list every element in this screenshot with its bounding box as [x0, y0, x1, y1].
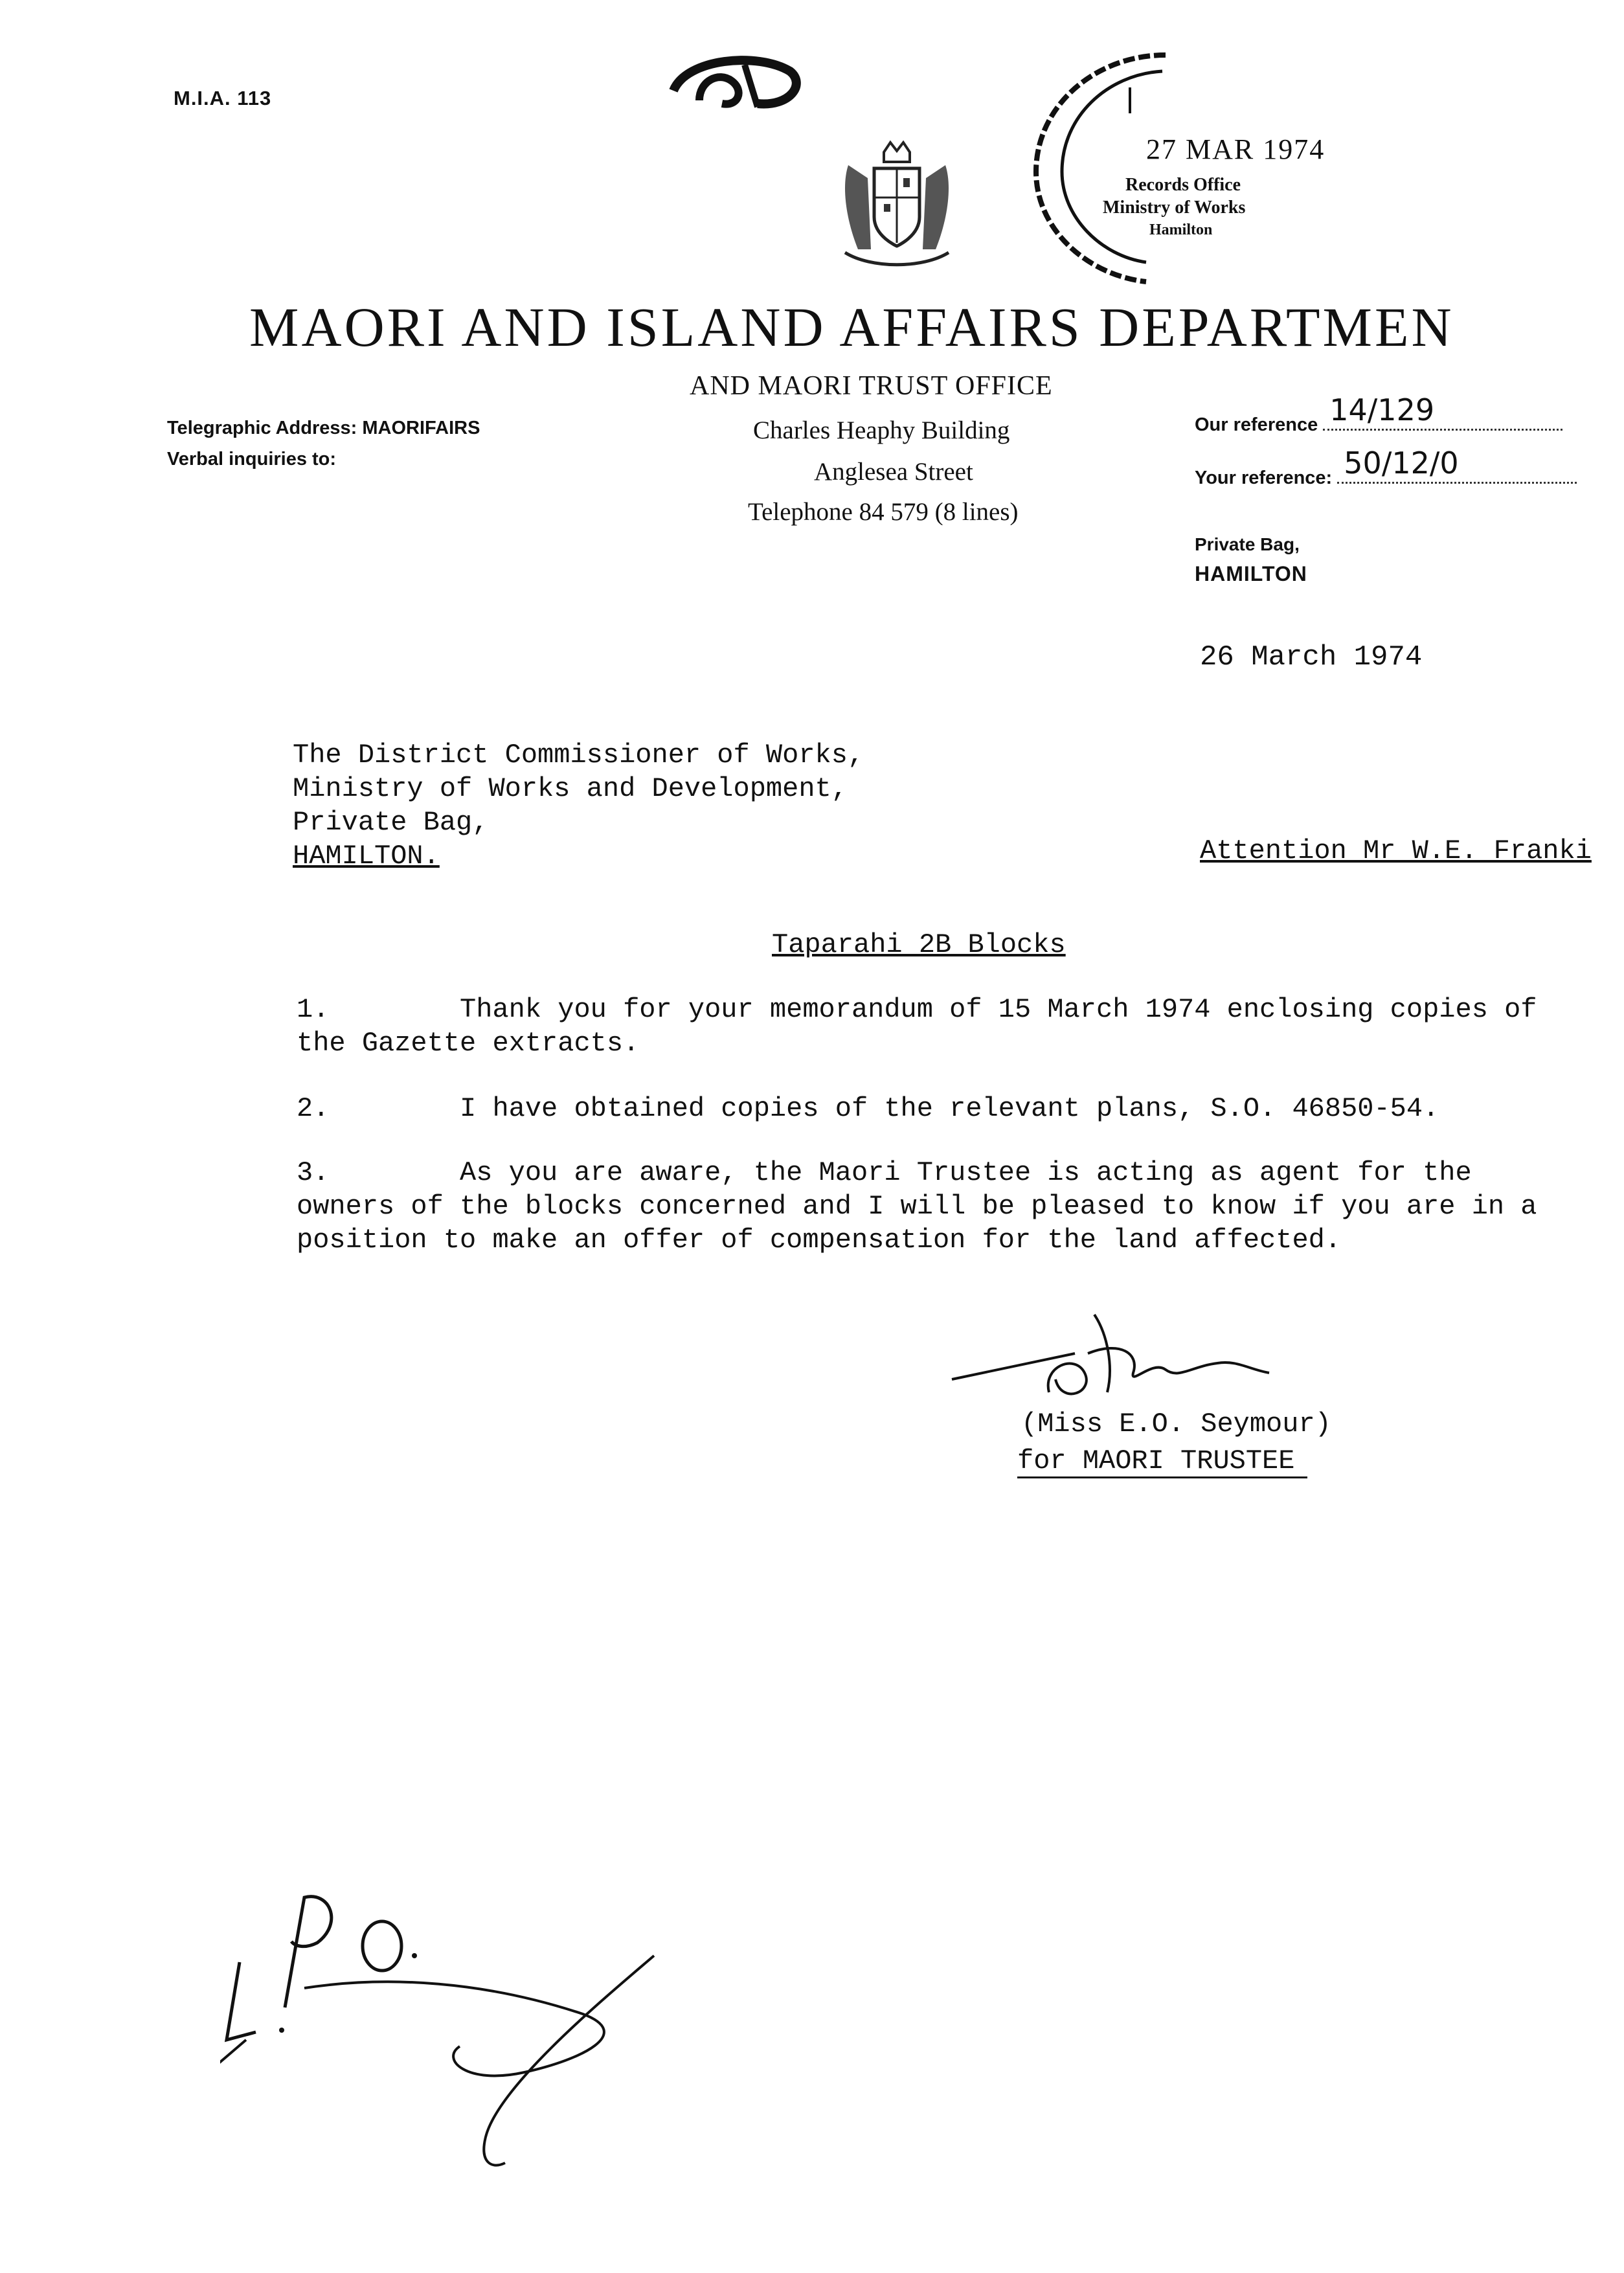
- coat-of-arms-icon: [819, 139, 975, 282]
- addressee-line-3: Private Bag,: [293, 807, 489, 838]
- header-city: HAMILTON: [1195, 562, 1307, 585]
- header-private-bag: Private Bag,: [1195, 534, 1300, 554]
- stamp-city: Hamilton: [1149, 221, 1213, 238]
- stamp-ministry: Ministry of Works: [1103, 198, 1246, 218]
- our-reference-value: 14/129: [1329, 392, 1435, 427]
- our-reference-label: Our reference: [1195, 414, 1318, 435]
- office-telephone: Telephone 84 579 (8 lines): [748, 498, 1019, 526]
- addressee-line-1: The District Commissioner of Works,: [293, 740, 864, 771]
- your-reference-row: [1195, 446, 1577, 489]
- stamp-records-office: Records Office: [1125, 175, 1241, 195]
- trust-office-heading: AND MAORI TRUST OFFICE: [690, 371, 1053, 401]
- handwritten-note: [220, 1865, 686, 2176]
- form-code: M.I.A. 113: [174, 87, 272, 109]
- addressee-line-4: HAMILTON.: [293, 841, 440, 872]
- paragraph-1: 1. Thank you for your memorandum of 15 March 1974 enclosing copies of the Gazette extracts.: [297, 994, 1537, 1059]
- your-reference-label: Your reference:: [1195, 468, 1333, 488]
- handwritten-signature: [945, 1295, 1282, 1425]
- office-street: Anglesea Street: [814, 458, 973, 486]
- your-reference-value: 50/12/0: [1344, 446, 1459, 481]
- addressee-line-2: Ministry of Works and Development,: [293, 773, 848, 804]
- paragraph-3: 3. As you are aware, the Maori Trustee is acting as agent for the owners of the blocks concerned and I will be pleased to know if you are in a position to make an offer of compensation for the land affected.: [297, 1157, 1537, 1256]
- stamp-date: 27 MAR 1974: [1146, 133, 1325, 165]
- department-title: MAORI AND ISLAND AFFAIRS DEPARTMEN: [249, 296, 1454, 358]
- our-reference-field: [1323, 392, 1562, 431]
- signatory-role: for MAORI TRUSTEE: [1017, 1445, 1307, 1478]
- office-building: Charles Heaphy Building: [753, 416, 1010, 444]
- handwritten-logo-mark: [660, 45, 816, 123]
- your-reference-field: [1337, 446, 1577, 484]
- letter-date: 26 March 1974: [1200, 641, 1423, 673]
- our-reference-row: [1195, 392, 1562, 436]
- telegraphic-address: Telegraphic Address: MAORIFAIRS: [167, 418, 480, 438]
- attention-line: Attention Mr W.E. Franki: [1200, 835, 1592, 866]
- signatory-name: (Miss E.O. Seymour): [1021, 1408, 1331, 1440]
- paragraph-2: 2. I have obtained copies of the relevant plans, S.O. 46850-54.: [297, 1093, 1439, 1124]
- subject-line: Taparahi 2B Blocks: [772, 929, 1066, 960]
- verbal-inquiries-label: Verbal inquiries to:: [167, 449, 337, 469]
